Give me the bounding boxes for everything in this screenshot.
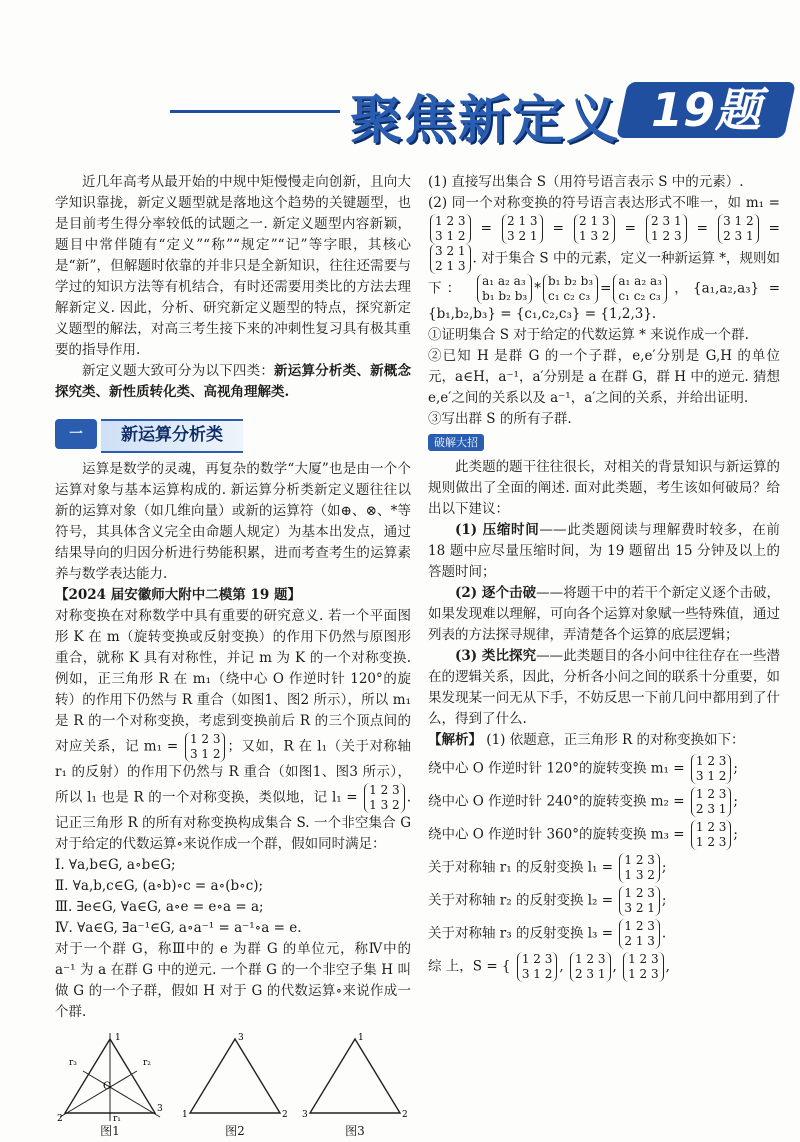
question-number-badge bbox=[616, 82, 796, 138]
intro-paragraph: 近几年高考从最开始的中规中矩慢慢走向创新，且向大学知识靠拢，新定义题型就是落地这个趋势的关键题型，也是目前考生得分率较低的试题之一. 新定义题型内容新颖，题目中常伴随有“定义”“称”“规定”“记”等字眼，其核心是“新”，但解题时依靠的并非只是全新知识，往往还需要与学过的知识方法等有机结合，有时还需要用类比的方法去理解新定义. 因此，分析、研究新定义题型的特点，探究新定义题型的解法，对高三考生接下来的冲刺性复习具有极其重要的指导作用. bbox=[55, 174, 411, 358]
fig2-vertex-top: 3 bbox=[238, 1033, 244, 1043]
solution-matrix: 1 2 3 1 3 2 bbox=[619, 853, 660, 883]
figure-2-drawing bbox=[180, 1031, 290, 1123]
summary-matrix: 1 2 3 3 1 2 bbox=[517, 952, 558, 982]
left-column bbox=[55, 172, 411, 1141]
group-condition: Ⅲ. ∃e∈G, ∀a∈G, a∘e = e∘a = a; bbox=[55, 899, 264, 915]
figure-1-caption: 图1 bbox=[100, 1124, 120, 1138]
solution-matrix: 1 2 3 3 1 2 bbox=[691, 754, 732, 784]
tip-3 bbox=[428, 646, 780, 730]
solution-lead: (1) 依题意，正三角形 R 的对称变换如下： bbox=[486, 732, 745, 748]
figure-1 bbox=[55, 1031, 165, 1142]
summary-matrix: 1 2 3 1 2 3 bbox=[623, 952, 664, 982]
fig1-vertex-3: 3 bbox=[157, 1104, 163, 1114]
question-2-part-1: ①证明集合 S 对于给定的代数运算 * 来说作成一个群. bbox=[428, 327, 749, 343]
solution-row: 绕中心 O 作逆时针 360°的旋转变换 m₃ = 1 2 3 1 2 3 ; bbox=[428, 820, 738, 849]
tip-2-title: (2) 逐个击破 bbox=[455, 585, 537, 601]
group-condition: Ⅳ. ∀a∈G, ∃a⁻¹∈G, a∘a⁻¹ = a⁻¹∘a = e. bbox=[55, 920, 302, 936]
problem-source: 【2024 届安徽师大附中二模第 19 题】 bbox=[55, 587, 301, 603]
solution-matrix: 1 2 3 2 1 3 bbox=[619, 919, 660, 949]
section-intro: 运算是数学的灵魂，再复杂的数学“大厦”也是由一个个运算对象与基本运算构成的. 新运算分析类新定义题往往以新的运算对象（如几维向量）或新的运算符（如⊕、⊗、*等符号，其具体含义完全由命题人规定）为基本出发点，通过结果导向的归因分析进行势能积累，进而考查考生的运算素养与数学表达能力. bbox=[55, 461, 411, 582]
problem-sentence-2: ；又如，R 在 l₁（关于对称轴 r₁ 的反射）的作用下仍然与 R 重合（如图1、图3 所示），所以 l₁ 也是 R 的一个对称变换，类似地，记 l₁ = bbox=[55, 738, 411, 806]
problem-sentence-3: . 记正三角形 R 的所有对称变换构成集合 S. 一个非空集合 G 对于给定的代数运算∘来说作成一个群，假如同时满足： bbox=[55, 789, 411, 852]
question-2-part-3: ③写出群 S 的所有子群. bbox=[428, 411, 572, 427]
intro-categories bbox=[55, 361, 411, 403]
tip-2 bbox=[428, 583, 780, 646]
axis-r3-label: r₃ bbox=[69, 1058, 77, 1068]
page-header bbox=[0, 70, 800, 160]
solution-row: 绕中心 O 作逆时针 240°的旋转变换 m₂ = 1 2 3 2 3 1 ; bbox=[428, 787, 738, 816]
question-2-rule: . 对于集合 S 中的元素，定义一种新运算 *，规则如下： bbox=[428, 250, 781, 297]
fig3-vertex-top: 1 bbox=[358, 1033, 364, 1043]
page-title: 聚焦新定义 bbox=[350, 91, 621, 151]
figure-3-caption: 图3 bbox=[345, 1124, 365, 1138]
matrix-a-b: a₁ a₂ a₃ b₁ b₂ b₃ bbox=[477, 274, 532, 304]
solution-summary: 综 上，S = { 1 2 3 3 1 2 , 1 2 3 2 3 1 , 1 2 3 1 2 3 , bbox=[428, 952, 670, 981]
tips-tag: 破解大招 bbox=[428, 434, 484, 451]
solution-row: 关于对称轴 r₃ 的反射变换 l₃ = 1 2 3 2 1 3 . bbox=[428, 919, 667, 948]
right-column bbox=[428, 172, 780, 985]
problem-text-4: 对于一个群 G，称Ⅲ中的 e 为群 G 的单位元，称Ⅳ中的 a⁻¹ 为 a 在群 G 中的逆元. 一个群 G 的一个非空子集 H 叫做 G 的一个子群，假如 H 对于 G 的代数运算∘来说作成一个群. bbox=[55, 941, 411, 1020]
question-2-lead: (2) 同一个对称变换的符号语言表达形式不唯一，如 m₁ = bbox=[428, 195, 780, 211]
figure-3 bbox=[300, 1031, 410, 1142]
solution-row-label: 绕中心 O 作逆时针 120°的旋转变换 m₁ = bbox=[428, 760, 685, 777]
problem-sentence-1: 对称变换在对称数学中具有重要的研究意义. 若一个平面图形 K 在 m（旋转变换或反射变换）的作用下仍然与原图形重合，就称 K 具有对称性，并记 m 为 K 的一个对称变换. 例如，正三角形 R 在 m₁（绕中心 O 作逆时针 120°的旋转）的作用下仍然与 R 重合（如图1、图2 所示），所以 m₁ 是 R 的一个对称变换，考虑到变换前后 R 的三个顶点间的对应关系，记 m₁ = bbox=[55, 608, 411, 755]
solution-matrix: 1 2 3 3 2 1 bbox=[619, 886, 660, 916]
tip-1 bbox=[428, 520, 780, 583]
matrix-example: 2 3 1 1 2 3 bbox=[646, 214, 687, 244]
figure-2-caption: 图2 bbox=[225, 1124, 245, 1138]
summary-matrix: 1 2 3 2 3 1 bbox=[570, 952, 611, 982]
categories-list: 新运算分析类、新概念探究类、新性质转化类、高视角理解类. bbox=[55, 363, 412, 400]
axis-r1-label: r₁ bbox=[113, 1114, 121, 1123]
group-condition: Ⅰ. ∀a,b∈G, a∘b∈G; bbox=[55, 857, 176, 873]
matrix-b-c: b₁ b₂ b₃ c₁ c₂ c₃ bbox=[543, 274, 598, 304]
solution-tag: 【解析】 bbox=[428, 732, 482, 748]
figure-3-drawing bbox=[300, 1031, 410, 1123]
fig2-vertex-right: 2 bbox=[282, 1110, 288, 1120]
solution-matrix: 1 2 3 2 3 1 bbox=[691, 787, 732, 817]
solution-row: 关于对称轴 r₂ 的反射变换 l₂ = 1 2 3 3 2 1 ; bbox=[428, 886, 667, 915]
tips-intro: 此类题的题干往往很长，对相关的背景知识与新运算的规则做出了全面的阐述. 面对此类题，考生该如何破局？给出以下建议： bbox=[428, 459, 780, 517]
fig3-vertex-left: 3 bbox=[302, 1110, 308, 1120]
center-label: O bbox=[103, 1081, 112, 1092]
tip-1-title: (1) 压缩时间 bbox=[455, 522, 540, 538]
solution-intro bbox=[428, 730, 780, 751]
tip-3-title: (3) 类比探究 bbox=[455, 648, 537, 664]
axis-r2-label: r₂ bbox=[143, 1058, 151, 1068]
badge-label: 19题 bbox=[650, 83, 761, 137]
group-condition: Ⅱ. ∀a,b,c∈G, (a∘b)∘c = a∘(b∘c); bbox=[55, 878, 264, 894]
section-number: 一 bbox=[55, 419, 97, 449]
matrix-example: 3 1 2 2 3 1 bbox=[718, 214, 759, 244]
fig1-vertex-2: 2 bbox=[57, 1114, 63, 1123]
solution-row-label: 绕中心 O 作逆时针 360°的旋转变换 m₃ = bbox=[428, 826, 685, 843]
problem-text-1 bbox=[55, 606, 411, 855]
solution-row-label: 关于对称轴 r₁ 的反射变换 l₁ = bbox=[428, 859, 614, 876]
fig1-vertex-1: 1 bbox=[115, 1033, 121, 1043]
matrix-example: 2 1 3 1 3 2 bbox=[574, 214, 615, 244]
matrix-l1: 1 2 3 1 3 2 bbox=[364, 783, 405, 813]
solution-row: 关于对称轴 r₁ 的反射变换 l₁ = 1 2 3 1 3 2 ; bbox=[428, 853, 667, 882]
solution-row-label: 关于对称轴 r₃ 的反射变换 l₃ = bbox=[428, 925, 614, 942]
matrix-example: 3 2 1 2 1 3 bbox=[430, 244, 471, 274]
header-rule bbox=[170, 110, 340, 113]
matrix-m1: 1 2 3 3 1 2 bbox=[185, 732, 226, 762]
question-2: (2) 同一个对称变换的符号语言表达形式不唯一，如 m₁ = 1 2 3 3 1 2 = 2 1 3 3 2 1 = 2 1 3 1 3 2 = 2 3 1 1 2 3 = 3 1 2 2 3 1 = 3 2 1 2 1 3 . 对于集合 S 中的元素，定义一种新运算 *，规则如下： a₁ a₂ a₃ b₁ b₂ b₃ * b₁ b₂ b₃ c₁ c₂ c₃ = a₁ a₂ a₃ c₁ c₂ c₃ ，{a₁,a₂,a₃} = {b₁,b₂,b₃} = {c₁,c₂,c₃} = {1,2,3}. bbox=[428, 195, 781, 322]
fig3-vertex-right: 2 bbox=[402, 1110, 408, 1120]
section-label: 新运算分析类 bbox=[101, 419, 243, 453]
solution-row-label: 绕中心 O 作逆时针 240°的旋转变换 m₂ = bbox=[428, 793, 685, 810]
section-heading bbox=[55, 417, 411, 451]
solution-matrix: 1 2 3 1 2 3 bbox=[691, 820, 732, 850]
figure-1-drawing bbox=[55, 1031, 165, 1123]
tip-1-text: ——此类题阅读与理解费时较多，在前 18 题中应尽量压缩时间，为 19 题留出 15 分钟及以上的答题时间； bbox=[428, 522, 780, 580]
categories-lead: 新定义题大致可分为以下四类： bbox=[82, 363, 275, 379]
fig2-vertex-left: 1 bbox=[182, 1110, 188, 1120]
solution-row: 绕中心 O 作逆时针 120°的旋转变换 m₁ = 1 2 3 3 1 2 ; bbox=[428, 754, 738, 783]
question-2-set: ，{a₁,a₂,a₃} = {b₁,b₂,b₃} = {c₁,c₂,c₃} = {1,2,3}. bbox=[428, 280, 781, 322]
figures-row bbox=[55, 1031, 411, 1141]
question-2-part-2: ②已知 H 是群 G 的一个子群，e,e′分别是 G,H 的单位元，a∈H，a⁻¹，a′分别是 a 在群 G，群 H 中的逆元. 猜想 e,e′之间的关系以及 a⁻¹，a′之间的关系，并给出证明. bbox=[428, 348, 780, 406]
tip-3-text: ——此类题目的各小问中往往存在一些潜在的逻辑关系，因此，分析各小问之间的联系十分重要，如果发现某一问无从下手，不妨反思一下前几问中都用到了什么，得到了什么. bbox=[428, 648, 780, 727]
solution-summary-label: 综 上，S = { bbox=[428, 958, 511, 975]
question-1: (1) 直接写出集合 S（用符号语言表示 S 中的元素）. bbox=[428, 174, 744, 190]
matrix-a-c: a₁ a₂ a₃ c₁ c₂ c₃ bbox=[613, 274, 667, 304]
tip-2-text: ——将题干中的若干个新定义逐个击破，如果发现难以理解，可向各个运算对象赋一些特殊值，通过列表的方法探寻规律，弄清楚各个运算的底层逻辑； bbox=[428, 585, 780, 643]
solution-row-label: 关于对称轴 r₂ 的反射变换 l₂ = bbox=[428, 892, 614, 909]
matrix-example: 2 1 3 3 2 1 bbox=[502, 214, 543, 244]
matrix-example: 1 2 3 3 1 2 bbox=[430, 214, 471, 244]
figure-2 bbox=[180, 1031, 290, 1142]
